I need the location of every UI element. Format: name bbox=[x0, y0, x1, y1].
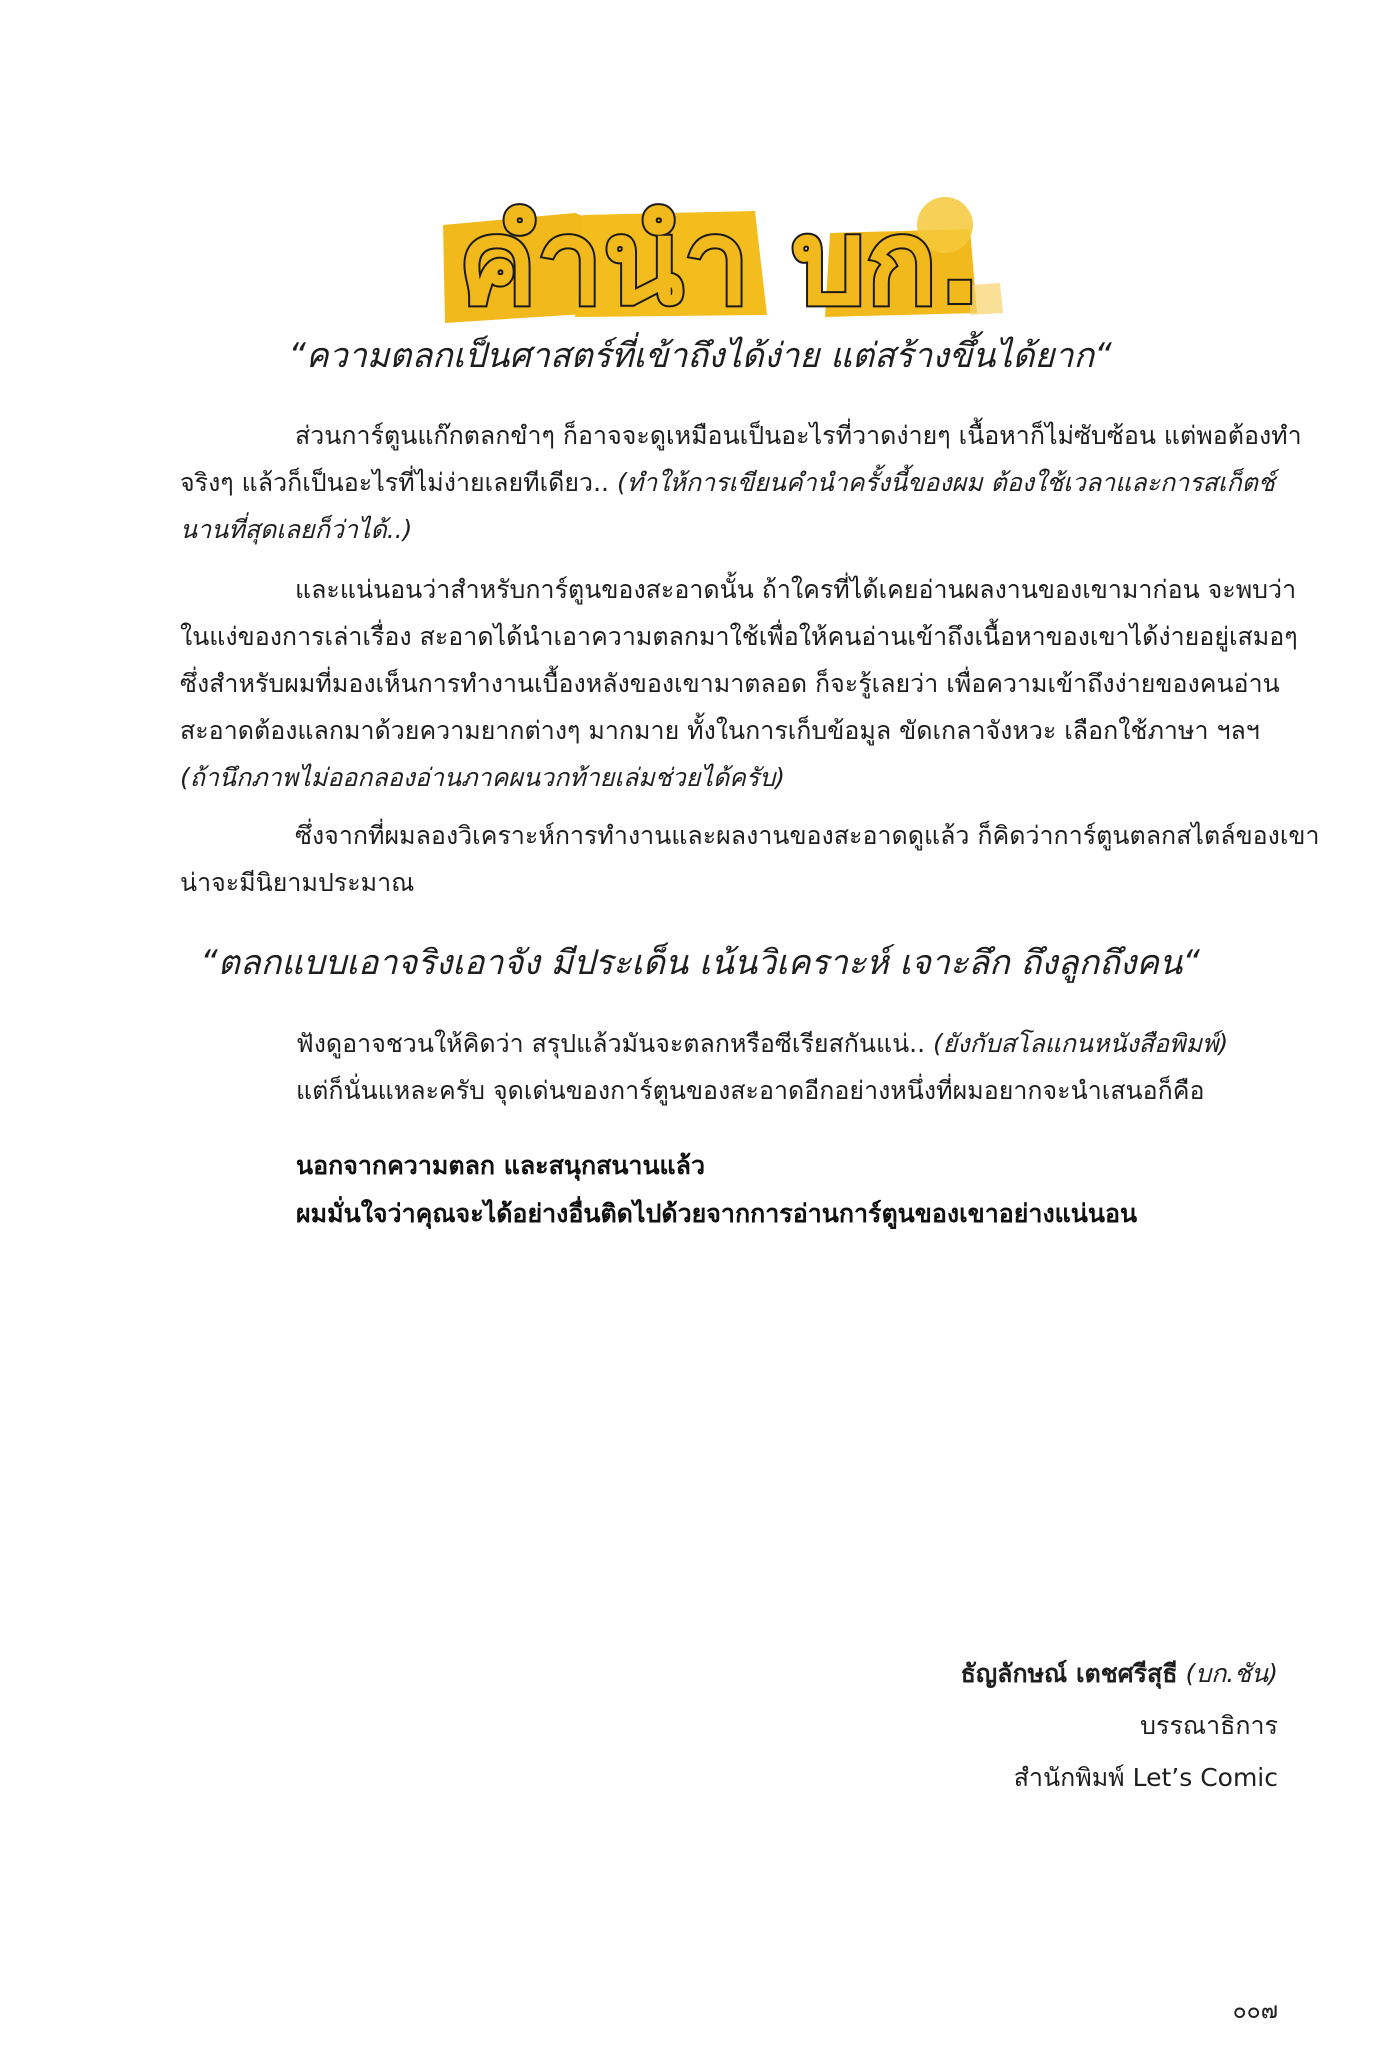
pull-quote-2: “ตลกแบบเอาจริงเอาจัง มีประเด็น เน้นวิเคราะห์ เจาะลึก ถึงลูกถึงคน“ bbox=[200, 943, 1200, 983]
paragraph-line: ซึ่งจากที่ผมลองวิเคราะห์การทำงานและผลงานของสะอาดดูแล้ว ก็คิดว่าการ์ตูนตลกสไตล์ของเขา bbox=[295, 821, 1320, 850]
signature-role: บรรณาธิการ bbox=[1140, 1711, 1278, 1740]
signature-block bbox=[678, 1648, 1278, 1804]
paragraph-line: แต่ก็นั่นแหละครับ จุดเด่นของการ์ตูนของสะอาดอีกอย่างหนึ่งที่ผมอยากจะนำเสนอก็คือ bbox=[296, 1076, 1205, 1105]
paragraph-text: ฟังดูอาจชวนให้คิดว่า สรุปแล้วมันจะตลกหรือซีเรียสกันแน่.. bbox=[296, 1029, 926, 1058]
paragraph-line: สะอาดต้องแลกมาด้วยความยากต่างๆ มากมาย ทั้งในการเก็บข้อมูล ขัดเกลาจังหวะ เลือกใช้ภาษา ฯลฯ bbox=[180, 716, 1260, 745]
paragraph-line: และแน่นอนว่าสำหรับการ์ตูนของสะอาดนั้น ถ้าใครที่ได้เคยอ่านผลงานของเขามาก่อน จะพบว่า bbox=[295, 575, 1297, 604]
pull-quote-1: “ความตลกเป็นศาสตร์ที่เข้าถึงได้ง่าย แต่สร้างขึ้นได้ยาก“ bbox=[288, 336, 1112, 376]
paragraph-4 bbox=[296, 1020, 1296, 1114]
paragraph-line bbox=[180, 459, 1275, 506]
paragraph-line: น่าจะมีนิยามประมาณ bbox=[180, 868, 415, 897]
paragraph-text: จริงๆ แล้วก็เป็นอะไรที่ไม่ง่ายเลยทีเดียว.. bbox=[180, 468, 609, 497]
paragraph-1 bbox=[180, 412, 1302, 553]
paragraph-2 bbox=[180, 566, 1298, 801]
signature-nickname: (บก.ชัน) bbox=[1177, 1659, 1278, 1688]
paragraph-3 bbox=[180, 812, 1320, 906]
paragraph-line bbox=[296, 1020, 1296, 1067]
paragraph-line: ส่วนการ์ตูนแก๊กตลกขำๆ ก็อาจจะดูเหมือนเป็นอะไรที่วาดง่ายๆ เนื้อหาก็ไม่ซับซ้อน แต่พอต้องทำ bbox=[295, 421, 1302, 450]
paragraph-line: ซึ่งสำหรับผมที่มองเห็นการทำงานเบื้องหลังของเขามาตลอด ก็จะรู้เลยว่า เพื่อความเข้าถึงง่ายของคนอ่าน bbox=[180, 669, 1280, 698]
paragraph-aside: (ถ้านึกภาพไม่ออกลองอ่านภาคผนวกท้ายเล่มช่วยได้ครับ) bbox=[180, 763, 785, 792]
signature-name-line bbox=[678, 1648, 1278, 1700]
signature-name: ธัญลักษณ์ เตชศรีสุธี bbox=[960, 1659, 1178, 1688]
title-heading bbox=[425, 185, 1015, 335]
title-text: คำนำ บก. bbox=[457, 193, 983, 331]
paragraph-aside: นานที่สุดเลยก็ว่าได้..) bbox=[180, 515, 413, 544]
paragraph-line: ในแง่ของการเล่าเรื่อง สะอาดได้นำเอาความตลกมาใช้เพื่อให้คนอ่านเข้าถึงเนื้อหาของเขาได้ง่ายอยู่เสมอๆ bbox=[180, 622, 1298, 651]
title-brush-art bbox=[425, 185, 1015, 335]
signature-publisher: สำนักพิมพ์ Let’s Comic bbox=[1013, 1763, 1278, 1792]
emphasis-line: ผมมั่นใจว่าคุณจะได้อย่างอื่นติดไปด้วยจากการอ่านการ์ตูนของเขาอย่างแน่นอน bbox=[296, 1199, 1138, 1228]
paragraph-aside: (ทำให้การเขียนคำนำครั้งนี้ของผม ต้องใช้เวลาและการสเก็ตช์ bbox=[609, 468, 1275, 497]
emphasis-line: นอกจากความตลก และสนุกสนานแล้ว bbox=[296, 1151, 706, 1180]
page-number: ๐๐๗ bbox=[1232, 1998, 1278, 2024]
emphasis-block bbox=[296, 1142, 1296, 1238]
paragraph-aside: (ยังกับสโลแกนหนังสือพิมพ์) bbox=[925, 1029, 1229, 1058]
